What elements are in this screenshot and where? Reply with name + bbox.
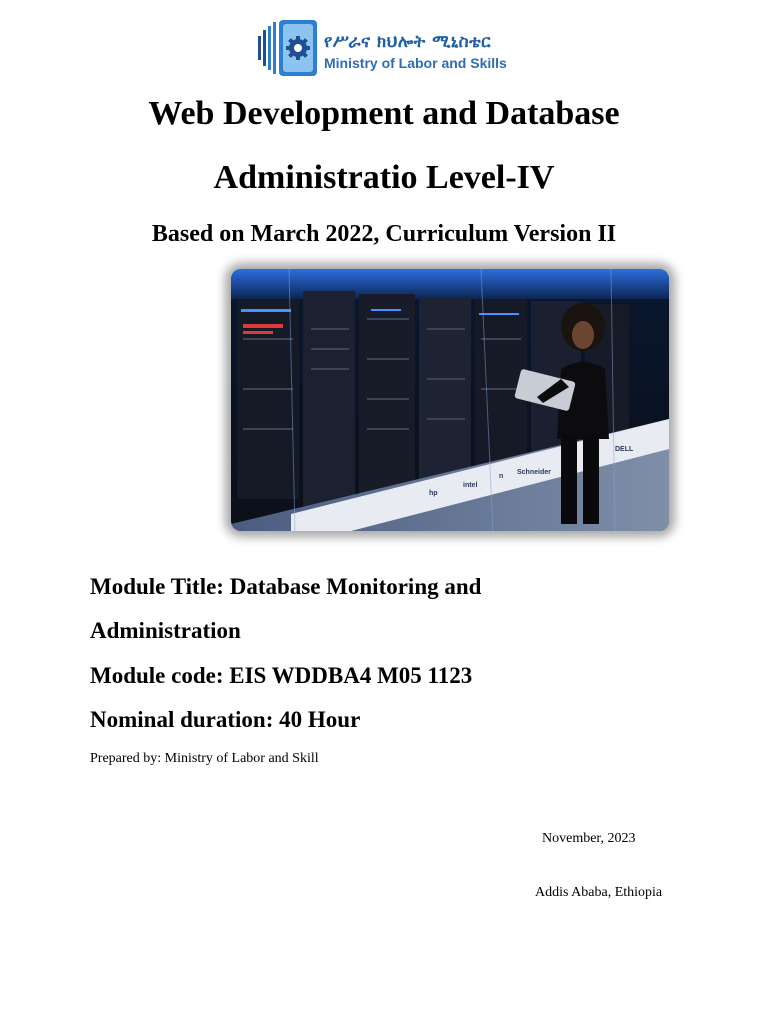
nominal-duration: Nominal duration: 40 Hour [90,707,361,732]
brand-mark-intel: intel [463,482,478,489]
brand-mark-dell: DELL [615,446,634,453]
prepared-by: Prepared by: Ministry of Labor and Skill [90,751,319,766]
ministry-logo-mark [256,18,320,78]
gear-icon [286,36,310,60]
publication-place: Addis Ababa, Ethiopia [535,885,663,900]
curriculum-subtitle: Based on March 2022, Curriculum Version II [151,221,617,247]
publication-date: November, 2023 [542,831,636,846]
module-code: Module code: EIS WDDBA4 M05 1123 [90,663,473,688]
ministry-logo [256,18,518,78]
ministry-name-english: Ministry of Labor and Skills [324,55,507,71]
server-room-photo [231,269,669,531]
ministry-name-amharic: የሥራና ክህሎት ሚኒስቴር [324,32,491,52]
brand-mark-schneider: Schneider [517,469,551,476]
module-title-line-1: Module Title: Database Monitoring and [90,574,482,599]
document-title-line-1: Web Development and Database [148,95,620,132]
brand-mark-n: n [499,473,504,480]
module-title-line-2: Administration [90,618,241,643]
document-title-line-2: Administratio Level-IV [213,159,555,196]
brand-mark-hp: hp [429,490,438,497]
